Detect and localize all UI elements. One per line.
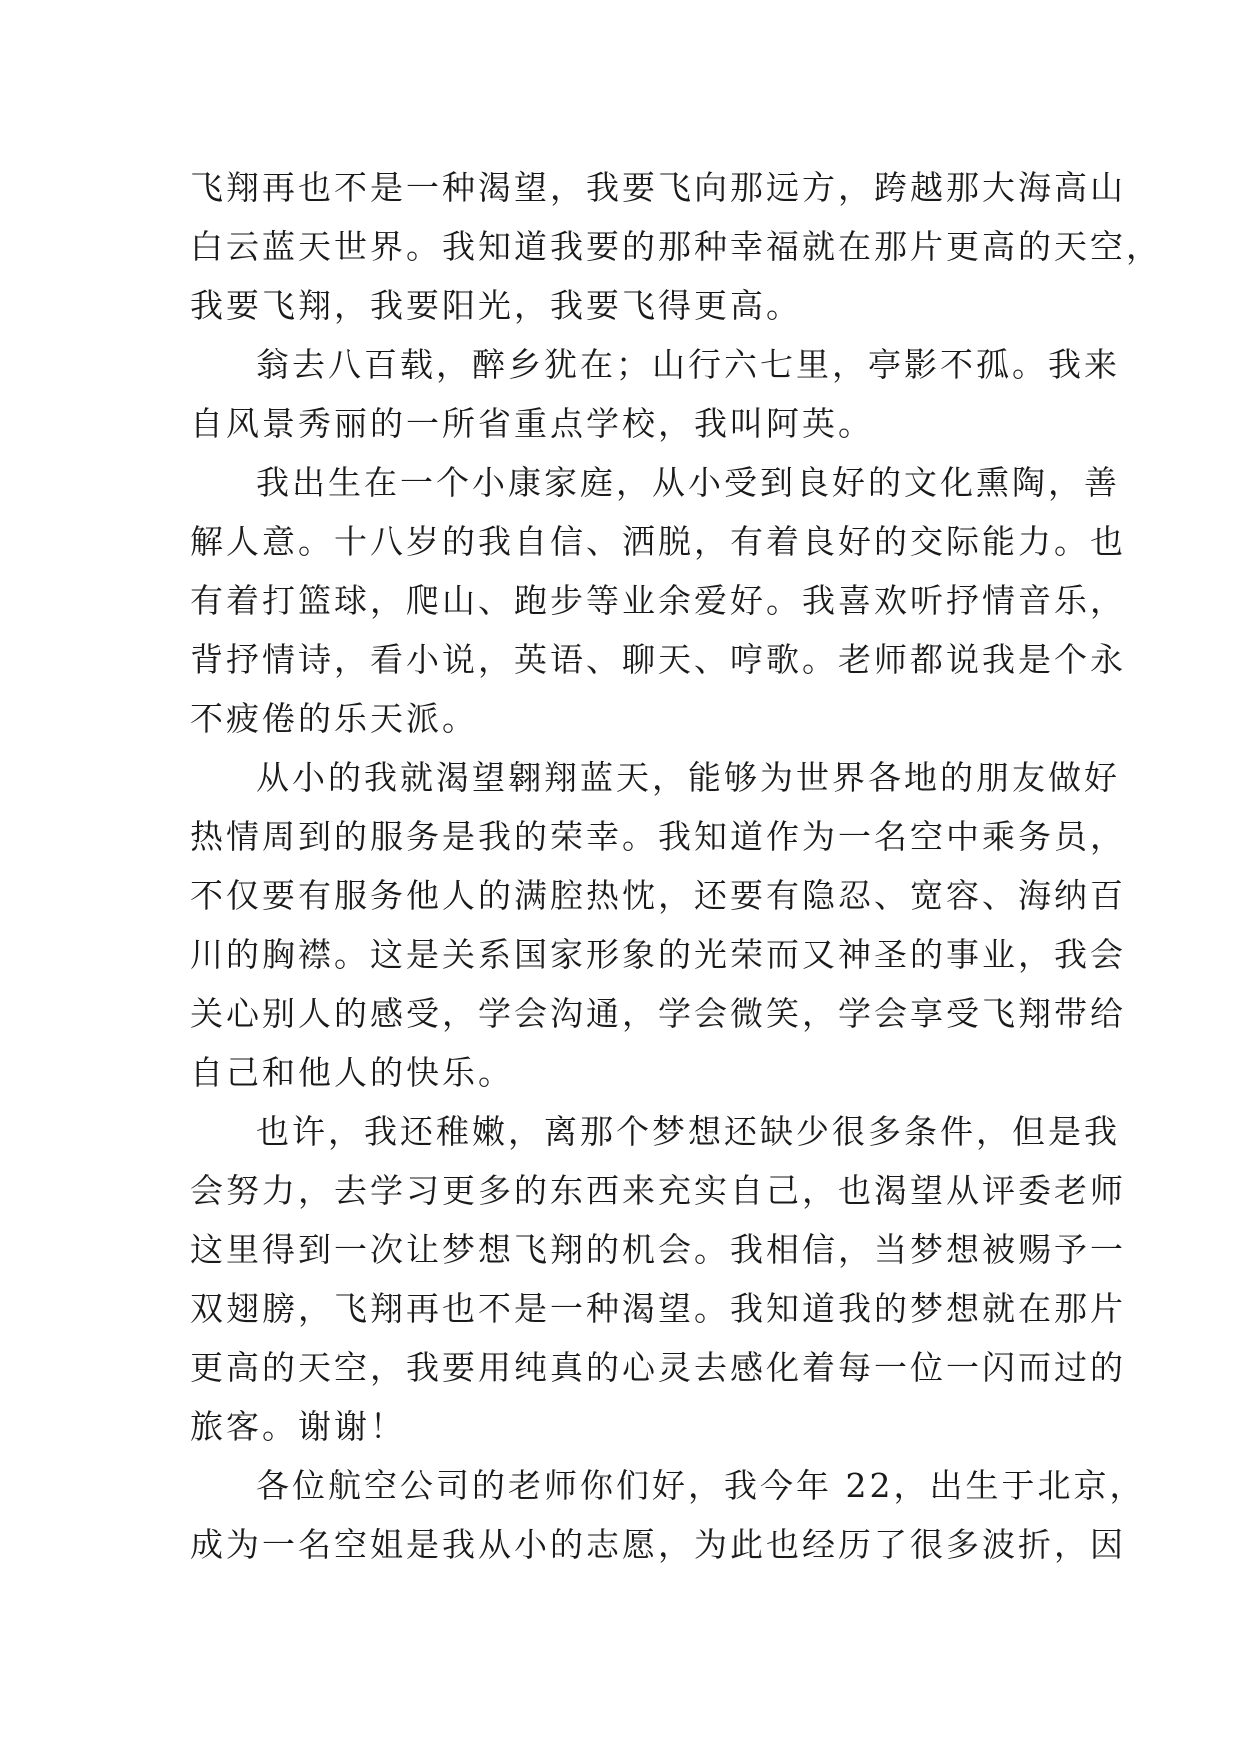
text-line: 飞翔再也不是一种渴望，我要飞向那远方，跨越那大海高山 [190, 168, 1126, 207]
text-line: 不仅要有服务他人的满腔热忱，还要有隐忍、宽容、海纳百 [190, 876, 1126, 915]
paragraph-5 [190, 1102, 1126, 1456]
text-line: 翁去八百载，醉乡犹在；山行六七里，亭影不孤。我来 [256, 345, 1120, 384]
text-line: 也许，我还稚嫩，离那个梦想还缺少很多条件，但是我 [256, 1112, 1120, 1151]
text-line: 旅客。谢谢！ [190, 1407, 406, 1446]
text-line: 自己和他人的快乐。 [190, 1053, 514, 1092]
text-line: 从小的我就渴望翱翔蓝天，能够为世界各地的朋友做好 [256, 758, 1120, 797]
text-line: 会努力，去学习更多的东西来充实自己，也渴望从评委老师 [190, 1171, 1126, 1210]
text-line: 双翅膀，飞翔再也不是一种渴望。我知道我的梦想就在那片 [190, 1289, 1126, 1328]
text-line: 这里得到一次让梦想飞翔的机会。我相信，当梦想被赐予一 [190, 1230, 1126, 1269]
text-line: 我要飞翔，我要阳光，我要飞得更高。 [190, 286, 802, 325]
paragraph-1 [190, 158, 1162, 335]
text-line: 热情周到的服务是我的荣幸。我知道作为一名空中乘务员， [190, 817, 1126, 856]
text-line: 白云蓝天世界。我知道我要的那种幸福就在那片更高的天空， [190, 227, 1162, 266]
text-line: 川的胸襟。这是关系国家形象的光荣而又神圣的事业，我会 [190, 935, 1126, 974]
paragraph-4 [190, 748, 1126, 1102]
text-line: 更高的天空，我要用纯真的心灵去感化着每一位一闪而过的 [190, 1348, 1126, 1387]
text-line: 自风景秀丽的一所省重点学校，我叫阿英。 [190, 404, 874, 443]
paragraph-2 [190, 335, 1120, 453]
text-line: 不疲倦的乐天派。 [190, 699, 478, 738]
text-line: 我出生在一个小康家庭，从小受到良好的文化熏陶，善 [256, 463, 1120, 502]
text-line: 背抒情诗，看小说，英语、聊天、哼歌。老师都说我是个永 [190, 640, 1126, 679]
paragraph-6 [190, 1456, 1146, 1574]
paragraph-3 [190, 453, 1126, 748]
text-line: 有着打篮球，爬山、跑步等业余爱好。我喜欢听抒情音乐， [190, 581, 1126, 620]
text-line: 解人意。十八岁的我自信、洒脱，有着良好的交际能力。也 [190, 522, 1126, 561]
document-body [190, 158, 1162, 1574]
text-line: 关心别人的感受，学会沟通，学会微笑，学会享受飞翔带给 [190, 994, 1126, 1033]
text-line: 各位航空公司的老师你们好，我今年 22，出生于北京， [256, 1466, 1146, 1505]
text-line: 成为一名空姐是我从小的志愿，为此也经历了很多波折，因 [190, 1525, 1126, 1564]
